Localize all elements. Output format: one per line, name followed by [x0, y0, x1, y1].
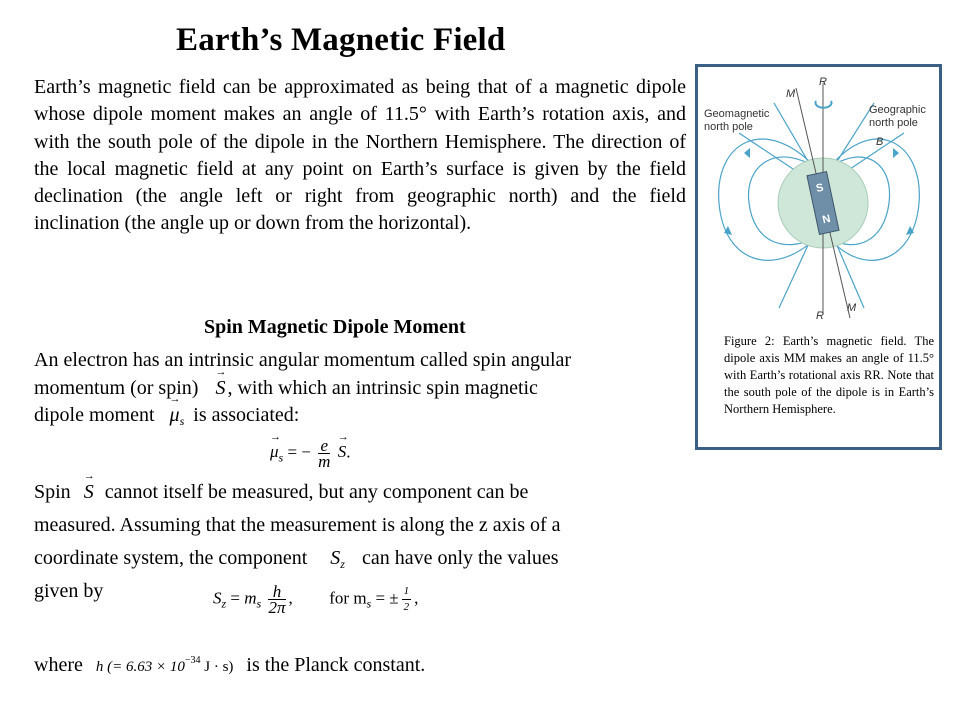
eq-mu: → μ: [270, 442, 279, 462]
spin-line-1: An electron has an intrinsic angular momentum called spin angular: [34, 349, 572, 371]
mu-subscript: s: [179, 414, 185, 428]
label-R-bottom: R: [816, 310, 824, 322]
label-M-bottom: M: [847, 302, 857, 314]
sz-symbol: [330, 547, 345, 569]
spin-line-7: given by: [34, 580, 104, 602]
sz-eq-h: h: [268, 584, 285, 600]
page-title: Earth’s Magnetic Field: [176, 22, 506, 58]
planck-value: h (= 6.63 × 10: [95, 659, 185, 675]
spin-line-8: [34, 654, 425, 677]
sz-equation: $S_z = m_s$ $\frac{h}{2\pi}$ , for $m_s$ = ± $\frac{1}{2}$ ,: [213, 582, 419, 617]
label-geographic: Geographic: [869, 104, 926, 116]
spin-line-5: measured. Assuming that the measurement is along the z axis of a: [34, 514, 561, 536]
spin-line-2-start: momentum (or spin): [34, 377, 199, 399]
sz-eq-S: S: [213, 588, 222, 608]
spin-line-2-end: with which an intrinsic spin magnetic: [237, 377, 538, 399]
sz-eq-half-den: 2: [403, 601, 410, 613]
spin-line-8-start: where: [34, 654, 83, 676]
spin-line-8-end: is the Planck constant.: [246, 654, 426, 676]
figure-caption: Figure 2: Earth’s magnetic field. The dipole axis MM makes an angle of 11.5° with Earth’s rotational axis RR. Note that the south pole of the dipole is in Earth’s Northern Hemisphere.: [724, 334, 934, 416]
sz-eq-2pi: 2π: [268, 598, 286, 617]
eq-denominator: m: [318, 452, 331, 471]
spin-line-4: [34, 481, 528, 504]
sz-S: S: [330, 547, 341, 569]
spin-line-3: [34, 404, 299, 429]
spin-line-2: momentum (or spin) → S , with which an intrinsic spin magnetic: [34, 377, 538, 400]
sz-eq-fraction: [268, 584, 285, 615]
spin-line-6: [34, 547, 559, 572]
eq-mu-sub: s: [278, 450, 284, 465]
spin-line-3-start: dipole moment: [34, 404, 155, 426]
sz-eq-half-num: 1: [402, 584, 412, 600]
spin-symbol-inline: → S: [84, 481, 94, 504]
figure-box: [695, 64, 942, 450]
label-geographic-north-pole: north pole: [869, 117, 918, 129]
spin-vector-symbol: → S: [215, 377, 225, 400]
sz-eq-for-sub: s: [366, 596, 372, 611]
sz-eq-for: for m: [329, 588, 367, 608]
spin-line-6-start: coordinate system, the component: [34, 547, 308, 569]
magnet-label-N: N: [821, 212, 832, 227]
sz-sub: z: [340, 557, 345, 571]
sz-eq-sub: z: [221, 596, 227, 611]
sz-eq-m-sub: s: [256, 596, 262, 611]
section-heading: Spin Magnetic Dipole Moment: [204, 316, 466, 338]
planck-units: J · s): [200, 659, 234, 675]
label-M-top: M: [786, 88, 796, 100]
intro-paragraph: Earth’s magnetic field can be approximated as being that of a magnetic dipole whose dipole moment makes an angle of 11.5° with Earth’s rotation axis, and with the south pole of the dipole in the Northern Hemisphere. The direction of the local magnetic field at any point on Earth’s surface is given by the field declination (the angle left or right from geographic north) and the field inclination (the angle up or down from the horizontal).: [34, 76, 686, 235]
sz-eq-half: [402, 584, 412, 615]
planck-constant: [95, 655, 234, 675]
eq-numerator: e: [318, 438, 330, 454]
planck-exponent: −34: [184, 655, 201, 666]
eq-S: → S: [338, 442, 347, 462]
label-R-top: R: [819, 76, 827, 88]
spin-line-3-end: is associated:: [193, 404, 300, 426]
magnet-label-S: S: [815, 181, 825, 195]
mu-symbol: → μ: [170, 404, 180, 427]
spin-moment-equation: → $\mu_s$ = − $\frac{e}{m}$ → S.: [270, 438, 350, 469]
earth-magnetic-field-diagram: [704, 73, 934, 323]
spin-line-6-end: can have only the values: [361, 547, 559, 569]
label-geomagnetic: Geomagnetic: [704, 108, 770, 120]
spin-line-4-end: cannot itself be measured, but any component can be: [104, 481, 529, 503]
sz-eq-m: m: [244, 588, 257, 608]
label-geomagnetic-north-pole: north pole: [704, 121, 753, 133]
label-B: B: [876, 136, 884, 148]
spin-line-4-start: Spin: [34, 481, 71, 503]
spin-moment-symbol: [170, 404, 185, 426]
eq-fraction: [318, 438, 330, 469]
